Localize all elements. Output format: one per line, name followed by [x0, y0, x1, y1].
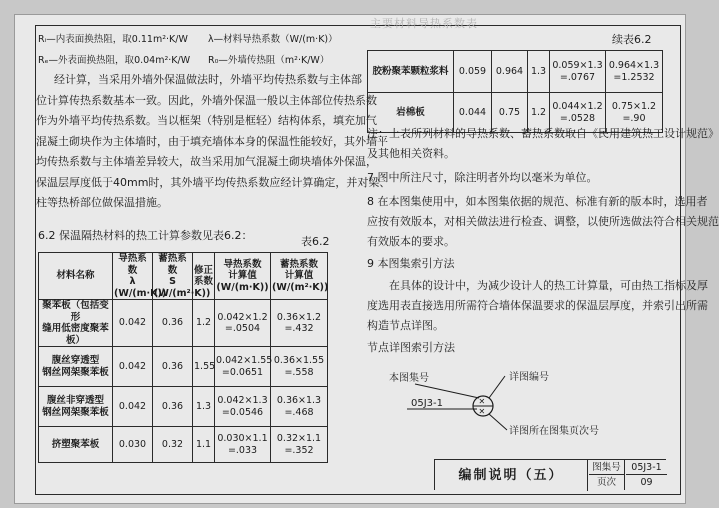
para-line: 混凝土砌块作为主体墙时，由于填充墙体本身的保温性能较好，其外墙平: [36, 134, 388, 148]
para-line: 保温层厚度低于40mm时，其外墙平均传热系数应经计算确定，并对梁、: [36, 175, 391, 189]
lower-cross: ✕: [478, 407, 486, 416]
table-row: [39, 300, 328, 347]
cell: 聚苯板（包括变形 缝用低密度聚苯板）: [39, 300, 113, 347]
continued-label: 续表6.2: [612, 33, 652, 46]
cell: 0.36×1.3 =.468: [271, 387, 328, 427]
cell: 0.030×1.1 =.033: [215, 427, 271, 463]
table-row: [368, 51, 663, 93]
atlas-code: 05J3-1: [411, 398, 444, 409]
cell: 0.042: [113, 387, 153, 427]
cell: 0.36: [153, 387, 193, 427]
table-row: [39, 427, 328, 463]
para-line: 位计算传热系数基本一致。因此，外墙外保温一般以主体部位传热系数: [36, 93, 377, 107]
header-cell: 蓄热系数 S (W/(m²·K)): [154, 253, 211, 299]
cell: 1.3: [528, 51, 550, 93]
def-ro: R₀—外墙传热阻（m²·K/W）: [208, 55, 330, 66]
note-line: 度选用表直接选用所需符合墙体保温要求的保温层厚度，并索引出所需: [367, 299, 708, 312]
atlas-no-value: 05J3-1: [626, 460, 667, 475]
def-re: Rₑ—外表面换热阻，取0.04m²·K/W: [38, 55, 191, 66]
note-line: 应按有效版本，对相关做法进行检查、调整，以使所选做法符合相关规范: [367, 215, 719, 228]
note-line: 7 图中所注尺寸，除注明者外均以毫米为单位。: [367, 171, 598, 184]
cell: 0.042: [113, 347, 153, 387]
cell: 1.55: [193, 347, 215, 387]
cell: 胶粉聚苯颗粒浆料: [368, 51, 454, 93]
note-line: 8 在本图集使用中，如本图集依据的规范、标准有新的版本时，选用者: [367, 195, 708, 208]
cell: 0.042×1.3 =0.0546: [215, 387, 271, 427]
cell: 0.059×1.3 =.0767: [550, 51, 606, 93]
cell: 1.2: [528, 93, 550, 133]
cell: 0.36×1.2 =.432: [271, 300, 328, 347]
cell: 0.32×1.1 =.352: [271, 427, 328, 463]
cell: 1.1: [193, 427, 215, 463]
header-cell: 蓄热系数 计算值 (W/(m²·K)): [271, 253, 328, 300]
paragraph-left: [36, 70, 391, 214]
cell: 0.044×1.2 =.0528: [550, 93, 606, 133]
detail-leader: [489, 376, 505, 398]
page-no-value: 09: [640, 477, 653, 488]
cell: 0.36: [153, 300, 193, 347]
detail-label: 详图编号: [509, 372, 549, 383]
cell: 0.044: [454, 93, 492, 133]
note-line: 及其他相关资料。: [367, 147, 455, 160]
table-row: [39, 387, 328, 427]
table-caption: 6.2 保温隔热材料的热工计算参数见表6.2：: [38, 229, 253, 242]
para-line: 柱等热桥部位做保温措施。: [36, 196, 168, 209]
cell: 0.042: [113, 300, 153, 347]
cell: 0.964: [492, 51, 528, 93]
title-block: [434, 459, 666, 490]
para-line: 作为外墙平均传热系数。当以框架（特别是框轻）结构体系，填充加气: [36, 114, 377, 127]
header-cell: 材料名称: [39, 253, 113, 300]
thermal-table: [38, 252, 328, 463]
cell: 0.042×1.55 =0.0651: [215, 347, 271, 387]
page-title: 编制说明（五）: [435, 460, 588, 491]
cell: 腹丝非穿透型 钢丝网架聚苯板: [39, 387, 113, 427]
index-diagram: [367, 360, 667, 455]
cell: 0.36: [153, 347, 193, 387]
table-header-row: [39, 253, 328, 300]
cell: 0.059: [454, 51, 492, 93]
cell: 0.964×1.3 =1.2532: [606, 51, 663, 93]
cell: 0.75: [492, 93, 528, 133]
cell: 0.32: [153, 427, 193, 463]
cell: 1.3: [193, 387, 215, 427]
atlas-leader: [415, 384, 479, 398]
upper-cross: ✕: [478, 397, 486, 406]
def-ri: Rᵢ—内表面换热阻，取0.11m²·K/W: [38, 34, 188, 45]
cell: 岩棉板: [368, 93, 454, 133]
header-cell: 导热系数 λ (W/(m·K)): [114, 253, 167, 299]
header-cell: 修正 系数: [193, 253, 215, 300]
note-line: 构造节点详图。: [367, 319, 444, 332]
table-row: [39, 347, 328, 387]
page-no-label: 页次: [589, 475, 625, 490]
continued-table: [367, 50, 663, 133]
note-line: 在具体的设计中，为减少设计人的热工计算量，可由热工指标及厚: [389, 279, 708, 292]
note-line: 注：上表所列材料的导热系数、蓄热系数取自《民用建筑热工设计规范》: [367, 127, 719, 140]
para-line: 均传热系数与主体墙差异较大，故当采用加气混凝土砌块墙体外保温，: [36, 155, 377, 168]
notes-right: [367, 124, 719, 358]
note-line: 节点详图索引方法: [367, 341, 455, 354]
atlas-label: 本图集号: [389, 373, 429, 384]
ghost-bleed-text: 主要材料导热系数表: [370, 17, 478, 30]
table-label: 表6.2: [301, 235, 330, 248]
cell: 腹丝穿透型 钢丝网架聚苯板: [39, 347, 113, 387]
para-line: 经计算，当采用外墙外保温做法时，外墙平均传热系数与主体部: [54, 73, 362, 86]
cell: 0.75×1.2 =.90: [606, 93, 663, 133]
cell: 0.042×1.2 =.0504: [215, 300, 271, 347]
cell: 1.2: [193, 300, 215, 347]
header-cell: 导热系数 计算值 (W/(m·K)): [215, 253, 271, 300]
note-line: 9 本图集索引方法: [367, 257, 455, 270]
page-label: 详图所在图集页次号: [509, 426, 599, 437]
cell: 0.030: [113, 427, 153, 463]
atlas-no-label: 图集号: [589, 460, 625, 475]
page-leader: [489, 414, 507, 430]
note-line: 有效版本的要求。: [367, 235, 455, 248]
def-lambda: λ—材料导热系数（W/(m·K)）: [208, 34, 338, 45]
cell: 挤塑聚苯板: [39, 427, 113, 463]
cell: 0.36×1.55 =.558: [271, 347, 328, 387]
